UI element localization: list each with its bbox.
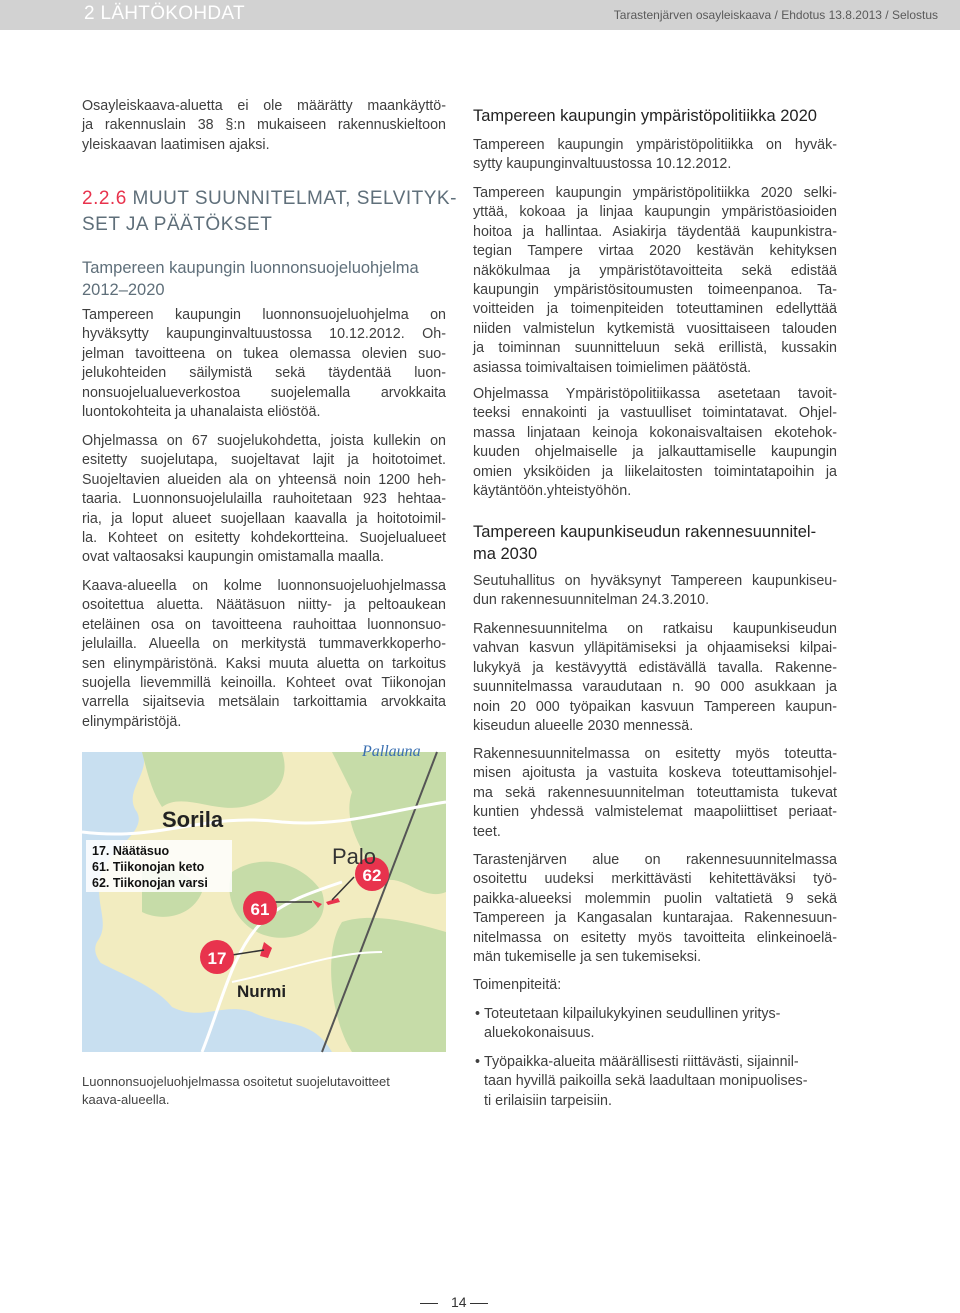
bullet-text (484, 1005, 780, 1044)
text-line: ja rakennuslain 38 §:n mukaiseen rakennuskieltoon (82, 117, 446, 134)
text-line: eteläinen osa on tavoitteena rauhoittaa luonnonsuo- (82, 616, 446, 633)
text-line: voitteiden ja toimenpiteiden toteuttaminen edellyttää (473, 301, 837, 318)
text-line: luontokohteita ja uhanalaista eliöstöä. (82, 404, 321, 421)
text-line: teeksi ennakointi ja vastuulliset toimintatavat. Ohjel- (473, 405, 837, 422)
paragraph-policy-goals (473, 385, 837, 501)
text-line: kuntien yhdessä valmistelemat maapoliittiset periaat- (473, 804, 837, 821)
text-line: Rakennesuunnitelma on ratkaisu kaupunkiseudun (473, 621, 837, 637)
marker-61: 61 (250, 900, 270, 919)
text-line: Rakennesuunnitelmassa on esitetty myös toteutta- (473, 746, 837, 762)
text-line: nitelmassa on esitetty myös tavoitteita elinkeinoelä- (473, 929, 837, 946)
text-line: hoitoa ja hallintaa. Asiakirja täydentää kaupunkistra- (473, 223, 837, 240)
text-line: ria, ja loput alueet suojellaan kaavalla ja hoitotoimil- (82, 510, 446, 527)
text-line: Kaava-alueella on kolme luonnonsuojeluohjelmassa (82, 578, 446, 594)
page-number: 14 (451, 1294, 467, 1310)
text-line: paikka-alueeksi molemmin puolin valtatietä 9 sekä (473, 890, 837, 907)
text-line: lukykyä ja kestävyyttä edistävällä tavalla. Rakenne- (473, 659, 837, 676)
paragraph-plan-growth (473, 620, 837, 736)
text-line: kaupungin ympäristösitoumusten toimeenpanoa. Ta- (473, 282, 837, 299)
heading-environmental-policy: Tampereen kaupungin ympäristöpolitiikka 2020 (473, 107, 817, 125)
text-line: massa linjataan keinoja kokonaisvaltaisen ekotehok- (473, 424, 837, 441)
text-line: osoitettu uudeksi merkittävästi kehitettäväksi työ- (473, 871, 837, 888)
heading-line: Tampereen kaupunkiseudun rakennesuunnitel- (473, 523, 817, 541)
text-line: niiden valmistelun kytkemistä vuosittaiseen talouden (473, 320, 837, 337)
intro-paragraph (82, 97, 446, 155)
page-header (0, 0, 960, 30)
text-line: vahvan kasvun ylläpitämiseksi ja ohjaamiseksi kilpai- (473, 640, 837, 657)
section-title-line: MUUT SUUNNITELMAT, SELVITYK- (132, 188, 457, 209)
text-line: jelman tavoitteena on tukea olemassa olevien suo- (82, 345, 446, 362)
text-line: kuuden ohjelmaiselle ja jalkauttamiselle kaupungin (473, 444, 837, 461)
protection-sites-map (82, 743, 446, 1052)
forest-patch (142, 752, 285, 808)
text-line: sen elinympäristönä. Kaksi muuta aluetta on tarkoitus (82, 655, 446, 672)
map-graphic (82, 743, 446, 1052)
text-line: hyväksytty kaupunginvaltuustossa 10.12.2012. Oh- (82, 326, 446, 343)
bullet-line: Työpaikka-alueita määrällisesti riittävästi, sijainnil- (484, 1054, 799, 1070)
text-line: Tampereen ja Kangasalan kuntarajaa. Rakennesuun- (473, 910, 837, 927)
chapter-title: 2 LÄHTÖKOHDAT (84, 3, 245, 24)
text-line: Osayleiskaava-aluetta ei ole määrätty maankäyttö- (82, 98, 446, 114)
text-line: dun rakennesuunnitelman 24.3.2010. (473, 592, 710, 609)
text-line: ja toiminnan suunnitteluun sekä erillistä, kussakin (473, 340, 837, 357)
marker-17: 17 (207, 949, 227, 968)
text-line: la. Kohteet on esitetty kohdekortteina. Suojelualueet (82, 530, 446, 547)
text-line: yttää, kokoaa ja linjaa kaupungin ympäristöasioiden (473, 204, 837, 221)
text-line: omien yksiköiden ja liikelaitosten toimintatapoihin ja (473, 463, 837, 480)
caption-line: Luonnonsuojeluohjelmassa osoitetut suojelutavoitteet (82, 1074, 390, 1089)
text-line: Tarastenjärven alue on rakennesuunnitelmassa (473, 852, 837, 868)
section-title-line: SET JA PÄÄTÖKSET (82, 214, 273, 235)
text-line: Seutuhallitus on hyväksynyt Tampereen kaupunkiseu- (473, 573, 837, 589)
section-heading (82, 186, 457, 238)
paragraph-plan-approval (473, 572, 837, 611)
paragraph-program-contents (82, 432, 446, 568)
subheading-nature-program (82, 257, 419, 301)
text-line: varrella sijaitsevia metsälain tarkoittamia arvokkaita (82, 694, 446, 711)
text-line: Tampereen kaupungin ympäristöpolitiikka on hyväk- (473, 137, 837, 153)
caption-line: kaava-alueella. (82, 1092, 170, 1107)
text-line: yleiskaavan laatimisen ajaksi. (82, 136, 270, 153)
text-line: suojella lievemmillä keinoilla. Kohteet ovat Tiikonojan (82, 675, 446, 692)
place-label-palo: Palo (332, 844, 377, 869)
legend-item-61: 61. Tiikonojan keto (92, 860, 205, 874)
text-line: käytäntöön.yhteistyöhön. (473, 483, 632, 500)
text-line: sytty kaupunginvaltuustossa 10.12.2012. (473, 156, 732, 173)
bullet-dot: • (475, 1006, 481, 1022)
text-line: jelukohteiden säilymistä sekä täydentää luon- (82, 365, 446, 382)
text-line: nonsuojelualueverkostoa suojelemalla arvokkaita (82, 384, 446, 401)
legend-item-17: 17. Näätäsuo (92, 844, 170, 858)
map-caption (82, 1073, 390, 1109)
text-line: näkökulmaa ja ympäristötavoitteita sekä edistää (473, 262, 837, 279)
bullet-line: aluekokonaisuus. (484, 1025, 595, 1042)
bullet-dot: • (475, 1054, 481, 1070)
marker-62: 62 (362, 866, 382, 885)
bullet-line: taan hyvillä paikoilla sekä laadultaan monipuolises- (484, 1073, 808, 1090)
text-line: Ohjelmassa on 67 suojelukohdetta, joista kullekin on (82, 433, 446, 449)
heading-line: ma 2030 (473, 545, 538, 563)
text-line: tegian Tampere virtaa 2020 kestävän kehityksen (473, 243, 837, 260)
place-label-sorila: Sorila (162, 807, 224, 832)
text-line: män tukemiselle ja sen tukemiseksi. (473, 949, 702, 966)
footer-rule-left (420, 1303, 438, 1304)
paragraph-policy-description (473, 184, 837, 378)
text-line: Tampereen kaupungin luonnonsuojeluohjelma on (82, 307, 446, 323)
text-line: Suojeltavien alueiden ala on yhteensä noin 1200 heh- (82, 471, 446, 488)
text-line: ma sekä rakennesuunnitelman toteuttamista tukevat (473, 784, 837, 801)
text-line: Ohjelmassa Ympäristöpolitiikassa asetetaan tavoit- (473, 386, 837, 402)
measures-label: Toimenpiteitä: (473, 977, 562, 993)
place-label-top: Pallauna (362, 743, 421, 760)
paragraph-policy-approval (473, 136, 837, 175)
text-line: asiassa toimivaltaisen toimielimen päätöstä. (473, 359, 752, 376)
place-label-nurmi: Nurmi (237, 982, 287, 1001)
text-line: osoitettua aluetta. Näätäsuon niitty- ja peltoaukean (82, 597, 446, 614)
bullet-line: Toteutetaan kilpailukykyinen seudullinen yritys- (484, 1006, 781, 1022)
text-line: noin 20 000 työpaikan kasvuun Tampereen kaupun- (473, 698, 837, 715)
bullet-text (484, 1053, 807, 1111)
text-line: Tampereen kaupungin ympäristöpolitiikka 2020 selki- (473, 185, 837, 201)
text-line: jelulailla. Alueella on merkitystä tummaverkkoperho- (82, 636, 446, 653)
section-number: 2.2.6 (82, 188, 127, 209)
text-line: misen ajoitusta ja vastuita koskeva toteuttamisohjel- (473, 765, 837, 782)
paragraph-plan-implementation (473, 745, 837, 842)
text-line: teet. (473, 823, 501, 840)
heading-structural-plan (473, 521, 843, 565)
subheading-line: Tampereen kaupungin luonnonsuojeluohjelma (82, 259, 419, 277)
text-line: taaria. Luonnonsuojelulailla rauhoitetaan 923 hehtaa- (82, 491, 446, 508)
paragraph-plan-area-sites (82, 577, 446, 732)
subheading-line: 2012–2020 (82, 281, 165, 299)
bullet-line: ti erilaisiin tarpeisiin. (484, 1092, 612, 1109)
text-line: elinympäristöjä. (82, 713, 182, 730)
footer-rule-right (470, 1303, 488, 1304)
text-line: esitetty suojelutapa, suojeltavat lajit ja hoitotoimet. (82, 452, 446, 469)
document-info: Tarastenjärven osayleiskaava / Ehdotus 13.8.2013 / Selostus (613, 8, 938, 22)
paragraph-tarastenjarvi-area (473, 851, 837, 967)
legend-item-62: 62. Tiikonojan varsi (92, 876, 208, 890)
text-line: ovat valtaosaksi kaupungin omistamalla maalla. (82, 549, 384, 566)
text-line: kiseudun alueelle 2030 mennessä. (473, 718, 694, 735)
paragraph-program-approval (82, 306, 446, 422)
text-line: suunnitelmassa varaudutaan n. 90 000 asukkaan ja (473, 679, 837, 696)
